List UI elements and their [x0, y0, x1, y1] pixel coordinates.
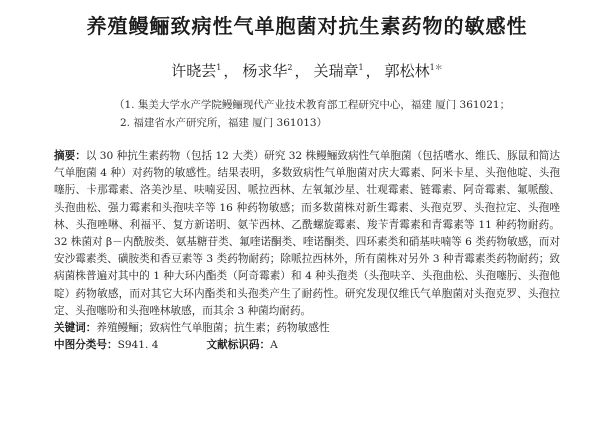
affiliation-line-1: （1. 集美大学水产学院鳗鲡现代产业技术教育部工程研究中心，福建 厦门 361021；	[114, 99, 511, 111]
author-separator: ，	[294, 62, 310, 80]
author-list	[54, 60, 560, 82]
keywords-label: 关键词：	[54, 322, 97, 335]
classification-line	[54, 337, 560, 354]
classification-value: S941. 4	[117, 339, 159, 352]
affiliation-line-2: 2. 福建省水产研究所，福建 厦门 361013）	[120, 117, 328, 129]
abstract	[54, 148, 560, 320]
author-separator: ，	[223, 62, 239, 80]
keywords	[54, 320, 560, 337]
author-name: 郭松林	[384, 62, 430, 80]
author-name: 杨求华	[242, 62, 288, 80]
author-affiliation-mark: 1＊	[429, 63, 443, 72]
author-name: 许晓芸	[171, 62, 217, 80]
paper-title: 养殖鳗鲡致病性气单胞菌对抗生素药物的敏感性	[86, 14, 528, 38]
document-code-label: 文献标识码：	[206, 339, 271, 352]
author-affiliation-mark: 1	[216, 63, 222, 72]
author-separator: ，	[365, 62, 381, 80]
author-name: 关瑞章	[313, 62, 359, 80]
classification-label: 中图分类号：	[54, 339, 118, 352]
keywords-text: 养殖鳗鲡；致病性气单胞菌；抗生素；药物敏感性	[96, 322, 330, 335]
document-code-value: A	[270, 339, 278, 352]
author-affiliation-mark: 1	[358, 63, 364, 72]
abstract-text: 以 30 种抗生素药物（包括 12 大类）研究 32 株鳗鲡致病性气单胞菌（包括嗜水、维氏、豚鼠和简达气单胞菌 4 种）对药物的敏感性。结果表明，多数致病性气单胞菌对庆大霉素、阿米卡星、头孢他啶、头孢噻肟、卡那霉素、洛美沙星、呋喃妥因、哌拉西林、左氧氟沙星、壮观霉素、链霉素、阿奇霉素、氟哌酸、头孢曲松、强力霉素和头孢呋辛等 16 种药物敏感；而多数菌株对新生霉素、头孢克罗、头孢拉定、头孢唑林、头孢唑啉、利福平、复方新诺明、氨苄西林、乙酰螺旋霉素、羧苄青霉素和青霉素等 11 种药物耐药。32 株菌对 β－内酰胺类、氨基糖苷类、氟喹诺酮类、喹诺酮类、四环素类和硝基呋喃等 6 类药物敏感，而对安沙霉素类、磺胺类和香豆素等 3 类药物耐药；除哌拉西林外，所有菌株对另外 3 种青霉素类药物耐药；致病菌株普遍对其中的 1 种大环内酯类（阿奇霉素）和 4 种头孢类（头孢呋辛、头孢曲松、头孢噻肟、头孢他啶）药物敏感，而对其它大环内酯类和头孢类产生了耐药性。研究发现仅维氏气单胞菌对头孢克罗、头孢拉定、头孢噻吩和头孢唑林敏感，而其余 3 种菌均耐药。	[54, 150, 560, 317]
abstract-label: 摘要：	[54, 150, 86, 162]
affiliations	[114, 96, 560, 132]
author-affiliation-mark: 2	[287, 63, 293, 72]
